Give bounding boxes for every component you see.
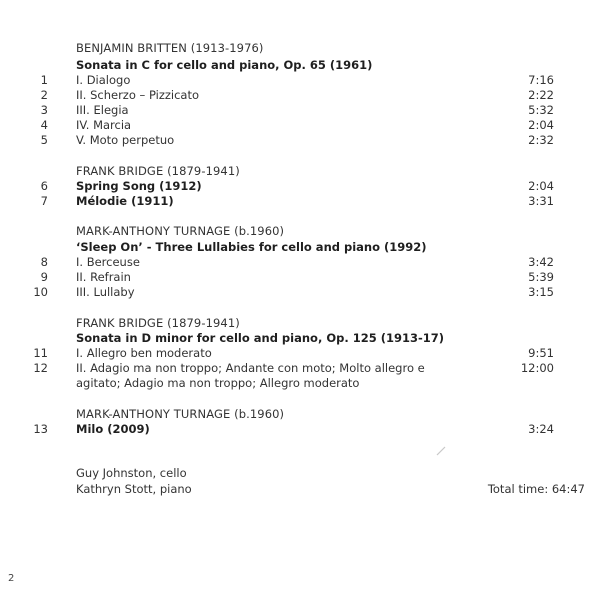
track-duration: 2:22 [528, 88, 554, 102]
composer-heading: MARK-ANTHONY TURNAGE (b.1960) [76, 407, 285, 421]
track-title: Spring Song (1912) [76, 179, 202, 193]
track-title: III. Lullaby [76, 285, 135, 299]
track-number: 10 [33, 285, 48, 299]
track-row [0, 194, 599, 210]
track-title: I. Berceuse [76, 255, 140, 269]
track-title: I. Dialogo [76, 73, 131, 87]
track-number: 6 [40, 179, 48, 193]
track-row [0, 255, 599, 271]
track-number: 7 [40, 194, 48, 208]
track-title: Milo (2009) [76, 422, 150, 436]
track-title: II. Scherzo – Pizzicato [76, 88, 200, 102]
performer-cello: Guy Johnston, cello [76, 466, 187, 480]
track-duration: 3:42 [528, 255, 554, 269]
work-title: Sonata in C for cello and piano, Op. 65 (1961) [76, 58, 373, 72]
track-duration: 2:04 [528, 118, 554, 132]
track-duration: 5:39 [528, 270, 554, 284]
track-number: 5 [40, 133, 48, 147]
track-duration: 3:24 [528, 422, 554, 436]
track-duration: 2:04 [528, 179, 554, 193]
track-number: 9 [40, 270, 48, 284]
work-title: Sonata in D minor for cello and piano, Op. 125 (1913-17) [76, 331, 445, 345]
composer-heading: BENJAMIN BRITTEN (1913-1976) [76, 41, 264, 55]
track-row [0, 285, 599, 301]
track-duration: 2:32 [528, 133, 554, 147]
track-row [0, 179, 599, 195]
performer-piano: Kathryn Stott, piano [76, 482, 192, 496]
track-number: 4 [40, 118, 48, 132]
page-number: 2 [8, 573, 15, 584]
track-title-continued: agitato; Adagio ma non troppo; Allegro moderato [76, 376, 360, 390]
track-duration: 3:31 [528, 194, 554, 208]
track-title: I. Allegro ben moderato [76, 346, 212, 360]
track-row [0, 422, 599, 438]
track-row [0, 346, 599, 362]
track-row [0, 88, 599, 104]
composer-heading: FRANK BRIDGE (1879-1941) [76, 316, 240, 330]
composer-heading: MARK-ANTHONY TURNAGE (b.1960) [76, 224, 285, 238]
track-number: 1 [40, 73, 48, 87]
track-title: II. Refrain [76, 270, 131, 284]
track-duration: 5:32 [528, 103, 554, 117]
work-title: ‘Sleep On’ - Three Lullabies for cello and piano (1992) [76, 240, 427, 254]
track-row [0, 361, 599, 377]
track-title: II. Adagio ma non troppo; Andante con moto; Molto allegro e [76, 361, 425, 375]
track-title: V. Moto perpetuo [76, 133, 175, 147]
track-duration: 9:51 [528, 346, 554, 360]
track-number: 13 [33, 422, 48, 436]
track-row [0, 133, 599, 149]
pencil-mark-icon [436, 446, 446, 456]
total-time: Total time: 64:47 [487, 482, 585, 496]
track-duration: 3:15 [528, 285, 554, 299]
track-title: III. Elegia [76, 103, 129, 117]
track-number: 2 [40, 88, 48, 102]
track-row [0, 270, 599, 286]
track-row [0, 103, 599, 119]
track-row [0, 73, 599, 89]
track-duration: 12:00 [520, 361, 554, 375]
track-duration: 7:16 [528, 73, 554, 87]
track-title: IV. Marcia [76, 118, 132, 132]
track-number: 11 [33, 346, 48, 360]
track-title: Mélodie (1911) [76, 194, 174, 208]
track-number: 3 [40, 103, 48, 117]
track-row [0, 118, 599, 134]
composer-heading: FRANK BRIDGE (1879-1941) [76, 164, 240, 178]
track-number: 12 [33, 361, 48, 375]
track-number: 8 [40, 255, 48, 269]
